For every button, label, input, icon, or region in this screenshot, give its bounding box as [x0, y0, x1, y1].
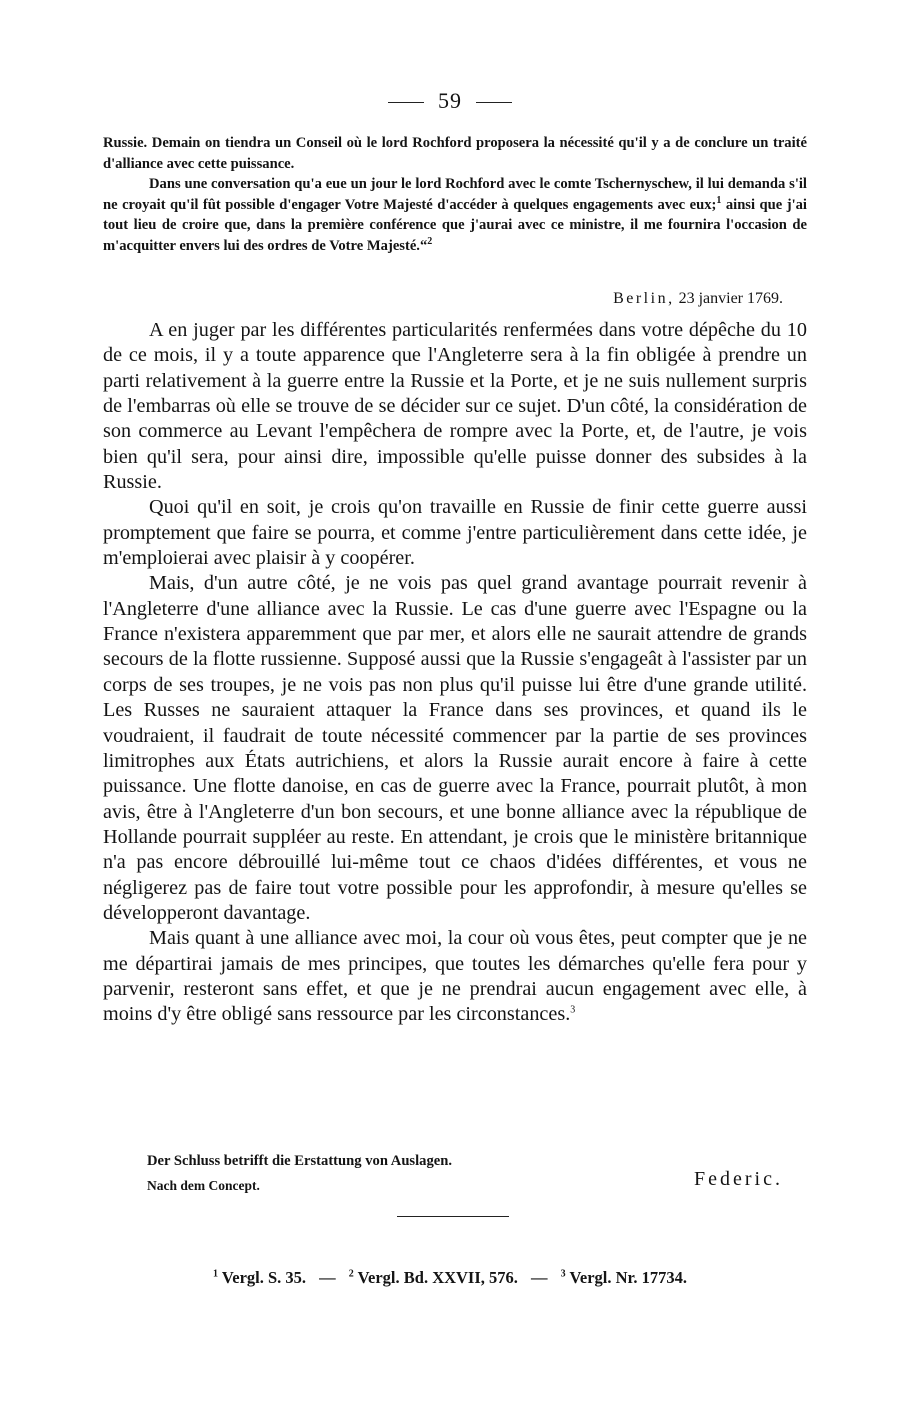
excerpt-line-3-text: ainsi que j'ai tout lieu de croire que, dans la première conférence que j'aurai avec ce ministre, il me fournira l'occasion de m'acquitter envers lui des ordres de Votre Majesté.“	[103, 196, 807, 254]
letter-body	[103, 318, 807, 1028]
signature: Federic.	[694, 1168, 783, 1190]
excerpt-line-1: Russie. Demain on tiendra un Conseil où le lord Rochford proposera la nécessité qu'il y a de conclure un traité d'alliance avec cette puissance.	[103, 135, 807, 172]
closing-note: Der Schluss betrifft die Erstattung von Auslagen.	[147, 1153, 453, 1169]
footnote-1	[213, 1266, 306, 1290]
footnote-divider	[397, 1216, 509, 1217]
dateline-place: Berlin,	[613, 290, 675, 307]
body-paragraph-4-text: Mais quant à une alliance avec moi, la cour où vous êtes, peut compter que je ne me départirai jamais de mes principes, que toutes les démarches qu'elle fera pour y parvenir, resteront sans effet, et que je ne prendrai aucun engagement avec elle, à moins d'y être obligé sans ressource par les circonstances.	[103, 927, 807, 1026]
body-paragraph-3: Mais, d'un autre côté, je ne vois pas quel grand avantage pourrait revenir à l'Angleterre d'une alliance avec la Russie. Le cas d'une guerre avec l'Espagne ou la France n'existera apparemment que par mer, et alors elle ne saurait attendre de grands secours de la flotte russienne. Supposé aussi que la Russie s'engageât à l'assister par un corps de ses troupes, je ne vois pas non plus qu'il puisse lui être d'une grande utilité. Les Russes ne sauraient attaquer la France dans ses provinces, et quand ils le voudraient, il faudrait de toute nécessité commencer par la partie de ses provinces limitrophes aux États autrichiens, et alors la Russie aurait encore à faire à cette puissance. Une flotte danoise, en cas de guerre avec la France, pourrait plutôt, à mon avis, être à l'Angleterre d'un bon secours, et une bonne alliance avec la république de Hollande pourrait suppléer au reste. En attendant, je crois que le ministère britannique n'a pas encore débrouillé lui-même tout ce chaos d'idées différentes, et vous ne négligerez pas de faire tout votre possible pour les approfondir, à mesure qu'elles se développeront davantage.	[103, 572, 807, 924]
excerpt-line-2-text: Dans une conversation qu'a eue un jour le lord Rochford avec le comte Tschernyschew, il lui demanda s'il ne croyait qu'il fût possible d'engager Votre Majesté d'accéder à quelques engagements avec eux;	[103, 176, 807, 213]
footnote-3-marker: 3	[560, 1268, 566, 1280]
footnote-3	[561, 1266, 687, 1290]
page-number-dash-left	[388, 102, 424, 103]
body-paragraph-1: A en juger par les différentes particularités renfermées dans votre dépêche du 10 de ce mois, il y a toute apparence que l'Angleterre sera à la fin obligée à prendre un parti relativement à la guerre entre la Russie et la Porte, et je ne suis nullement surpris de l'embarras où elle se trouve de se décider sur ce sujet. D'un côté, la considération de son commerce au Levant l'empêchera de rompre avec la Porte, et, de l'autre, je vois bien qu'il sera, pour ainsi dire, impossible qu'elle puisse donner des subsides à la Russie.	[103, 319, 807, 494]
body-paragraph-2: Quoi qu'il en soit, je crois qu'on travaille en Russie de finir cette guerre aussi promptement que faire se pourra, et comme j'entre particulièrement dans cette idée, je m'emploierai avec plaisir à y coopérer.	[103, 496, 807, 570]
page-number	[0, 86, 900, 116]
excerpt-line-2	[103, 174, 807, 256]
footnote-ref-2: 2	[427, 235, 433, 247]
dateline-date: 23 janvier 1769.	[678, 290, 783, 307]
letter-excerpt	[103, 133, 807, 256]
footnote-2-text: Vergl. Bd. XXVII, 576.	[357, 1268, 518, 1287]
body-paragraph-4	[103, 926, 807, 1027]
footnote-ref-1: 1	[716, 194, 722, 206]
footnote-ref-3: 3	[570, 1004, 576, 1016]
footnote-1-text: Vergl. S. 35.	[221, 1268, 307, 1287]
footnotes	[0, 1266, 900, 1290]
footnote-3-text: Vergl. Nr. 17734.	[569, 1268, 687, 1287]
dateline	[103, 288, 783, 310]
page-number-dash-right	[476, 102, 512, 103]
page-number-text: 59	[438, 88, 462, 113]
footnote-1-marker: 1	[213, 1268, 219, 1280]
footnote-separator-2: —	[531, 1268, 548, 1287]
source-note: Nach dem Concept.	[147, 1178, 260, 1193]
footnote-2	[349, 1266, 518, 1290]
footnote-2-marker: 2	[348, 1268, 354, 1280]
footnote-separator-1: —	[319, 1268, 336, 1287]
